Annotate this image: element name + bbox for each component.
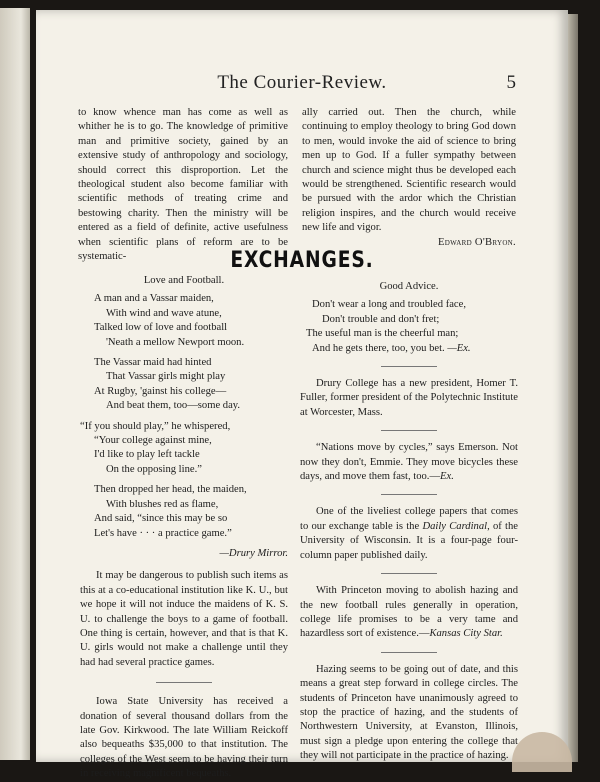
poem-line: Don't trouble and don't fret; [322, 313, 440, 325]
poem-line: The useful man is the cheerful man; [306, 328, 459, 340]
paragraph: Iowa State University has received a donation of several thousand dollars from the late Gov. Kirkwood. The late William Reickoff also bequeaths $35,000 to that institution. The colleges of the West seem to be having their turn in receiving magnificent bequeaths. [80, 696, 288, 780]
poem-line: And beat them, too—some day. [106, 400, 241, 412]
top-right-column [302, 106, 516, 250]
paragraph: It may be dangerous to publish such items as this at a co-educational institution like K. U., but we hope it will not induce the maidens of K. S. U. to challenge the boys to a game of football. One thing is certain, however, and that is that K. U. girls would not make a challenge until they had had several practice games. [80, 570, 288, 668]
poem [80, 292, 288, 561]
poem-line: Let's have · · · a practice game.” [94, 527, 232, 539]
poem-line: And he gets there, too, you bet. —Ex. [312, 342, 471, 354]
paragraph: With Princeton moving to abolish hazing and the new football rules generally in operation, college life promises to be a very tame and hazardless sort of existence.—Kansas City Star. [300, 585, 518, 640]
divider [381, 573, 437, 574]
page-number: 5 [506, 72, 516, 93]
poem-line: With wind and wave atune, [106, 307, 222, 319]
poem-line: A man and a Vassar maiden, [94, 293, 214, 305]
paragraph: ally carried out. Then the church, while continuing to employ theology to bring God down to men, would invoke the aid of science to bring men up to God. If a fuller sympathy between church and science might thus be developed each would be strengthened. Scientific research would be pursued with the ardor which the Christian religion inspires, and the church would receive new life and vigor. [302, 107, 516, 234]
poem-attribution: —Ex. [447, 342, 471, 354]
divider [381, 430, 437, 431]
poem-line: That Vassar girls might play [106, 371, 226, 383]
poem-line: “If you should play,” he whispered, [80, 420, 231, 432]
paragraph: Hazing seems to be going out of date, and this means a great step forward in college circles. The students of Princeton have unanimously agreed to stop the practice of hazing, and the students of Northwestern University, at Evanston, Illinois, must sign a pledge upon entering the college that they will not participate in the practice of hazing. [300, 663, 518, 762]
poem-line: Talked low of love and football [94, 322, 228, 334]
poem-line: Don't wear a long and troubled face, [312, 299, 466, 311]
paragraph: to know whence man has come as well as whither he is to go. The knowledge of primitive man and primitive society, gained by an extensive study of anthropology and sociology, should correct this disproportion. Let the theological student also become familiar with scientific methods of treating crime and bestowing charity. Then the ministry will be entered as a field of definite, active usefulness when scientific plans of reform are to be systematic- [78, 107, 288, 263]
poem-attribution: —Drury Mirror. [219, 547, 288, 559]
page-edge [568, 14, 578, 762]
poem-line: Then dropped her head, the maiden, [94, 484, 247, 496]
stanza [80, 292, 288, 350]
poem [300, 298, 518, 356]
facing-page-edge [0, 8, 30, 760]
poem-title: Good Advice. [379, 281, 439, 292]
divider [381, 494, 437, 495]
poem-line: And said, “since this may be so [94, 513, 228, 525]
poem-title: Love and Football. [143, 275, 225, 286]
page-title: The Courier-Review. [217, 72, 387, 93]
divider [156, 682, 212, 683]
poem-line: At Rugby, 'gainst his college— [94, 385, 227, 397]
paragraph: Drury College has a new president, Homer T. Fuller, former president of the Polytechnic Institute at Worcester, Mass. [300, 378, 518, 418]
bottom-left-column [80, 274, 288, 782]
bottom-right-column [300, 280, 518, 764]
page [36, 10, 568, 780]
stanza [80, 483, 288, 541]
poem-line: The Vassar maid had hinted [94, 357, 212, 369]
paragraph: “Nations move by cycles,” says Emerson. Not now they don't, Emmie. They move bicycles these days, and move them fast, too.—Ex. [300, 442, 518, 483]
poem-line: 'Neath a mellow Newport moon. [106, 336, 245, 348]
section-heading: EXCHANGES. [230, 248, 374, 273]
signature: Edward O'Bryon. [437, 236, 516, 248]
stanza [80, 356, 288, 414]
poem-line: “Your college against mine, [94, 435, 212, 447]
paragraph: One of the liveliest college papers that comes to our exchange table is the Daily Cardinal, of the University of Wisconsin. It is a four-page four-column paper published daily. [300, 506, 519, 561]
stanza [80, 420, 288, 478]
poem-line: On the opposing line.” [106, 463, 202, 475]
poem-line: I'd like to play left tackle [94, 449, 200, 461]
divider [381, 652, 437, 653]
divider [381, 366, 437, 367]
top-left-column [78, 106, 288, 264]
poem-line: With blushes red as flame, [106, 498, 219, 510]
